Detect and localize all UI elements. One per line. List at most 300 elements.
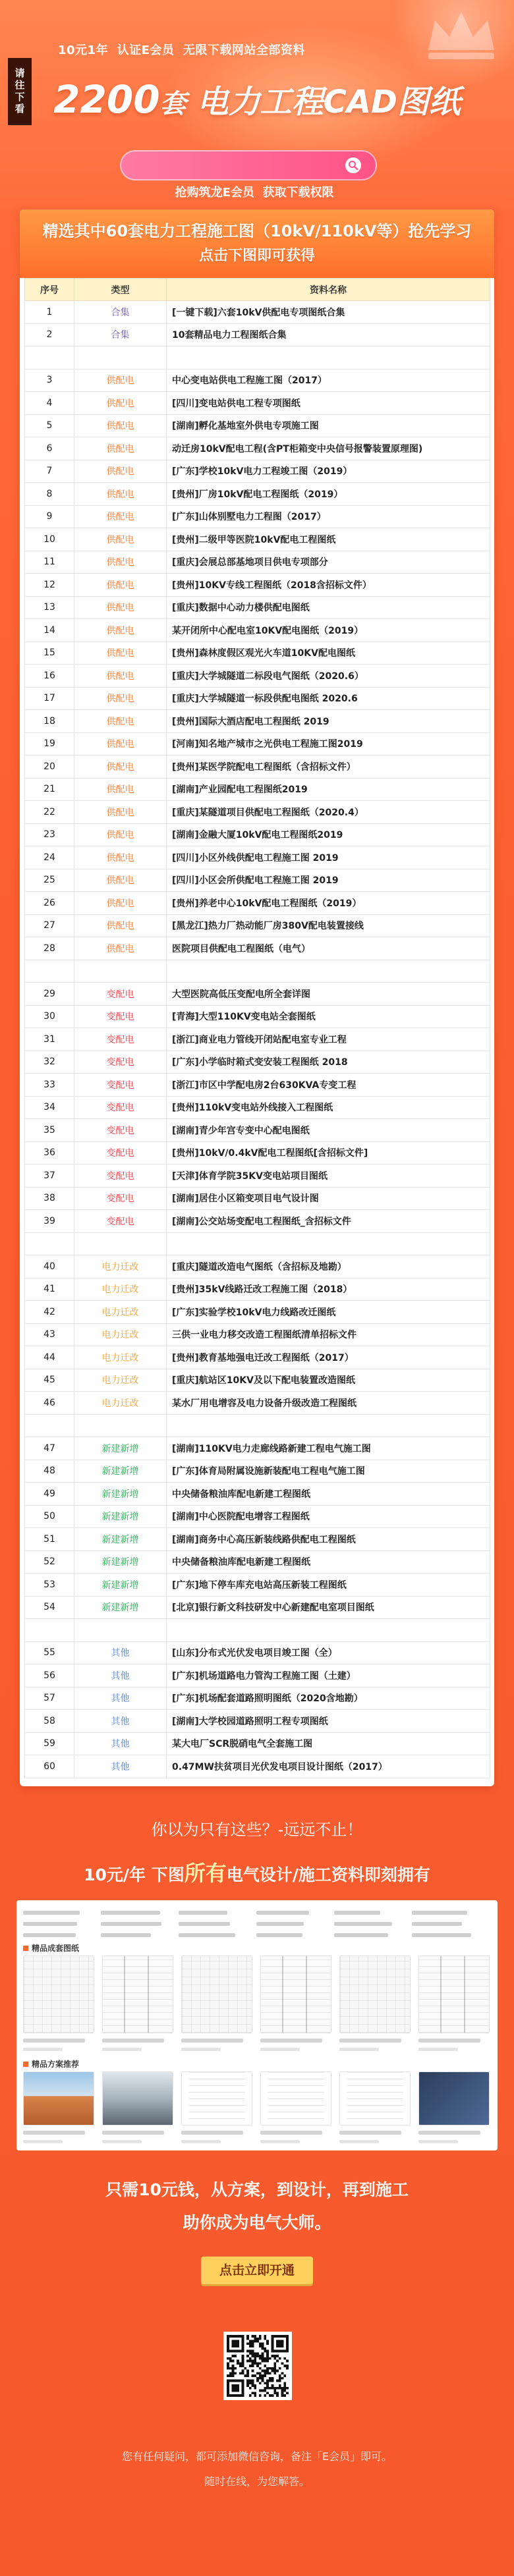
row-name-link[interactable]: [河南]知名地产城市之光供电工程施工图2019 xyxy=(167,732,490,755)
crown-icon xyxy=(422,4,501,63)
row-number-cell: 16 xyxy=(25,665,74,688)
row-number-cell: 46 xyxy=(25,1392,74,1415)
card-heading: 精选其中60套电力工程施工图（10kV/110kV等）抢先学习 xyxy=(42,222,472,240)
spacer-cell xyxy=(167,960,490,983)
row-type-cell: 合集 xyxy=(74,301,167,324)
row-name-link[interactable]: [湖南]商务中心高压新装线路供配电工程图纸 xyxy=(167,1528,490,1551)
row-type-cell: 其他 xyxy=(74,1687,167,1710)
row-number-cell: 35 xyxy=(25,1119,74,1142)
table-row[interactable] xyxy=(25,301,490,324)
row-name-link[interactable]: 某开闭所中心配电室10KV配电图纸（2019） xyxy=(167,619,490,642)
category-link-placeholder[interactable] xyxy=(179,1907,256,1918)
row-number-cell: 59 xyxy=(25,1732,74,1755)
table-row[interactable] xyxy=(25,1187,490,1210)
row-name-link[interactable]: 大型医院高低压变配电所全套详图 xyxy=(167,983,490,1006)
row-name-link[interactable]: 医院项目供配电工程图纸（电气） xyxy=(167,937,490,960)
table-row[interactable] xyxy=(25,1641,490,1664)
thumbnail-image[interactable] xyxy=(339,1956,411,2033)
table-row[interactable] xyxy=(25,1732,490,1755)
row-type-cell: 其他 xyxy=(74,1755,167,1778)
row-name-link[interactable]: [广东]小学临时箱式变安装工程图纸 2018 xyxy=(167,1051,490,1074)
spacer-cell xyxy=(167,346,490,370)
row-name-link[interactable]: [重庆]某隧道项目供配电工程图纸（2020.4） xyxy=(167,801,490,824)
row-name-link[interactable]: [广东]体育局附属设施新装配电工程电气施工图 xyxy=(167,1460,490,1483)
table-row[interactable] xyxy=(25,1005,490,1028)
row-type-cell: 电力迁改 xyxy=(74,1255,167,1278)
row-number-cell: 36 xyxy=(25,1141,74,1165)
table-row[interactable] xyxy=(25,483,490,506)
row-name-link[interactable]: [湖南]产业园配电工程图纸2019 xyxy=(167,778,490,801)
row-name-link[interactable]: [重庆]大学城隧道一标段供配电图纸 2020.6 xyxy=(167,687,490,710)
table-row[interactable] xyxy=(25,1710,490,1733)
thumbnail-caption-placeholder[interactable] xyxy=(339,2131,411,2143)
table-row[interactable] xyxy=(25,392,490,415)
buy-membership-button[interactable] xyxy=(120,150,377,200)
thumbnail-caption-placeholder[interactable] xyxy=(181,2039,252,2051)
offer-emphasis: 所有 xyxy=(184,1861,227,1886)
row-name-link[interactable]: [贵州]养老中心10kV配电工程图纸（2019） xyxy=(167,892,490,915)
category-link-placeholder[interactable] xyxy=(412,1918,490,1929)
row-name-link[interactable]: [广东]山体别墅电力工程图（2017） xyxy=(167,505,490,528)
thumbnail-caption-placeholder[interactable] xyxy=(418,2131,490,2143)
thumbnail-image[interactable] xyxy=(102,2071,173,2125)
section-title-text: 精品方案推荐 xyxy=(32,2060,80,2069)
table-row[interactable] xyxy=(25,755,490,779)
row-name-link[interactable]: [浙江]商业电力管线开闭站配电室专业工程 xyxy=(167,1028,490,1051)
row-number-cell: 28 xyxy=(25,937,74,960)
thumbnail-caption-placeholder[interactable] xyxy=(339,2039,411,2051)
section-title-plans xyxy=(23,2058,79,2069)
qr-pattern xyxy=(227,2335,289,2397)
thumbnail-image[interactable] xyxy=(418,1956,490,2033)
row-number-cell: 24 xyxy=(25,846,74,869)
row-number-cell: 12 xyxy=(25,574,74,597)
row-name-link[interactable]: [贵州]国际大酒店配电工程图纸 2019 xyxy=(167,710,490,733)
drawing-list-card xyxy=(20,209,494,1786)
row-name-link[interactable]: [重庆]大学城隧道二标段电气图纸（2020.6） xyxy=(167,665,490,688)
spacer-cell xyxy=(74,960,167,983)
row-type-cell: 供配电 xyxy=(74,687,167,710)
row-number-cell: 21 xyxy=(25,778,74,801)
table-row[interactable] xyxy=(25,732,490,755)
row-number-cell: 47 xyxy=(25,1437,74,1460)
qr-code-image xyxy=(227,2335,289,2397)
row-name-link[interactable]: [湖南]孵化基地室外供电专项施工图 xyxy=(167,414,490,437)
row-name-link[interactable]: [重庆]数据中心动力楼供配电图纸 xyxy=(167,596,490,619)
category-link-placeholder[interactable] xyxy=(334,1918,412,1929)
row-type-cell: 新建新增 xyxy=(74,1574,167,1597)
table-row[interactable] xyxy=(25,1687,490,1710)
row-type-cell: 变配电 xyxy=(74,1165,167,1188)
row-number-cell: 10 xyxy=(25,528,74,551)
row-type-cell: 供配电 xyxy=(74,665,167,688)
table-row[interactable] xyxy=(25,1574,490,1597)
row-number-cell: 45 xyxy=(25,1369,74,1392)
table-row[interactable] xyxy=(25,846,490,869)
table-row[interactable] xyxy=(25,574,490,597)
category-link-placeholder[interactable] xyxy=(334,1929,412,1940)
table-row[interactable] xyxy=(25,1119,490,1142)
table-row[interactable] xyxy=(25,619,490,642)
row-number-cell: 2 xyxy=(25,323,74,346)
row-name-link[interactable]: 某大电厂SCR脱硝电气全套施工图 xyxy=(167,1732,490,1755)
thumbnail-image[interactable] xyxy=(102,1956,173,2033)
table-spacer-row xyxy=(25,346,490,370)
row-type-cell: 供配电 xyxy=(74,574,167,597)
category-link-placeholder[interactable] xyxy=(23,1918,101,1929)
row-type-cell: 变配电 xyxy=(74,1051,167,1074)
category-row xyxy=(23,1918,491,1929)
row-type-cell: 供配电 xyxy=(74,801,167,824)
row-number-cell: 26 xyxy=(25,892,74,915)
closing-line-2: 助你成为电气大师。 xyxy=(183,2213,331,2232)
row-name-link[interactable]: [贵州]二级甲等医院10kV配电工程图纸 xyxy=(167,528,490,551)
table-spacer-row xyxy=(25,1619,490,1642)
row-number-cell: 52 xyxy=(25,1550,74,1574)
row-number-cell: 29 xyxy=(25,983,74,1006)
table-row[interactable] xyxy=(25,323,490,346)
row-type-cell: 其他 xyxy=(74,1710,167,1733)
spacer-cell xyxy=(74,1232,167,1255)
card-subheading: 点击下图即可获得 xyxy=(198,248,315,264)
spacer-cell xyxy=(74,346,167,370)
row-number-cell: 58 xyxy=(25,1710,74,1733)
table-row[interactable] xyxy=(25,1210,490,1233)
row-name-link[interactable]: [贵州]10KV专线工程图纸（2018含招标文件） xyxy=(167,574,490,597)
table-row[interactable] xyxy=(25,1505,490,1528)
row-number-cell: 41 xyxy=(25,1278,74,1301)
row-name-link[interactable]: [广东]机场配套道路照明图纸（2020含地勘） xyxy=(167,1687,490,1710)
row-number-cell: 15 xyxy=(25,642,74,665)
row-name-link[interactable]: 某水厂用电增容及电力设备升级改造工程图纸 xyxy=(167,1392,490,1415)
row-type-cell: 新建新增 xyxy=(74,1505,167,1528)
row-type-cell: 合集 xyxy=(74,323,167,346)
row-type-cell: 供配电 xyxy=(74,892,167,915)
table-row[interactable] xyxy=(25,1074,490,1097)
row-name-link[interactable]: [湖南]公交站场变配电工程图纸_含招标文件 xyxy=(167,1210,490,1233)
thumbnail-image[interactable] xyxy=(23,1956,94,2033)
thumbnail-caption-row xyxy=(23,2131,490,2143)
thumbnail-caption-placeholder[interactable] xyxy=(260,2039,331,2051)
row-number-cell: 31 xyxy=(25,1028,74,1051)
row-type-cell: 变配电 xyxy=(74,1141,167,1165)
row-type-cell: 变配电 xyxy=(74,1210,167,1233)
closing-line-1: 只需10元钱，从方案，到设计，再到施工 xyxy=(105,2180,409,2199)
row-name-link[interactable]: 动迁房10kV配电工程(含PT柜箱变中央信号报警装置原理图) xyxy=(167,437,490,460)
row-type-cell: 其他 xyxy=(74,1732,167,1755)
search-icon xyxy=(345,157,361,173)
table-row[interactable] xyxy=(25,1550,490,1574)
row-name-link[interactable]: 0.47MW扶贫项目光伏发电项目设计图纸（2017） xyxy=(167,1755,490,1778)
table-row[interactable] xyxy=(25,1051,490,1074)
table-row[interactable] xyxy=(25,1528,490,1551)
row-number-cell: 38 xyxy=(25,1187,74,1210)
row-name-link[interactable]: [黑龙江]热力厂热动能厂房380V配电装置接线 xyxy=(167,914,490,937)
row-number-cell: 4 xyxy=(25,392,74,415)
row-number-cell: 25 xyxy=(25,869,74,892)
row-number-cell: 22 xyxy=(25,801,74,824)
thumbnail-caption-placeholder[interactable] xyxy=(102,2039,173,2051)
row-number-cell: 30 xyxy=(25,1005,74,1028)
row-name-link[interactable]: [四川]变电站供电工程专项图纸 xyxy=(167,392,490,415)
row-type-cell: 新建新增 xyxy=(74,1550,167,1574)
row-number-cell: 8 xyxy=(25,483,74,506)
row-number-cell: 9 xyxy=(25,505,74,528)
category-link-placeholder[interactable] xyxy=(256,1929,334,1940)
row-type-cell: 变配电 xyxy=(74,1074,167,1097)
table-row[interactable] xyxy=(25,801,490,824)
category-link-placeholder[interactable] xyxy=(23,1929,101,1940)
table-row[interactable] xyxy=(25,710,490,733)
table-row[interactable] xyxy=(25,1664,490,1687)
row-number-cell: 33 xyxy=(25,1074,74,1097)
help-text-2: 随时在线，为您解答。 xyxy=(204,2475,310,2488)
row-name-link[interactable]: [重庆]会展总部基地项目供电专项部分 xyxy=(167,551,490,574)
banner-tagline: 10元1年 认证E会员 无限下载网站全部资料 xyxy=(58,43,305,57)
row-number-cell: 39 xyxy=(25,1210,74,1233)
offer-text xyxy=(0,1857,514,1891)
row-name-link[interactable]: [贵州]森林度假区观光火车道10KV配电图纸 xyxy=(167,642,490,665)
row-type-cell: 新建新增 xyxy=(74,1437,167,1460)
table-row[interactable] xyxy=(25,1460,490,1483)
resource-preview-screenshot[interactable] xyxy=(16,1900,498,2151)
thumbnail-image[interactable] xyxy=(181,1956,252,2033)
row-name-link[interactable]: [湖南]金融大厦10kV配电工程图纸2019 xyxy=(167,823,490,846)
table-row[interactable] xyxy=(25,983,490,1006)
qr-code[interactable] xyxy=(223,2332,292,2400)
table-row[interactable] xyxy=(25,460,490,483)
thumbnail-image[interactable] xyxy=(418,2071,490,2125)
table-row[interactable] xyxy=(25,1028,490,1051)
row-name-link[interactable]: [贵州]10kV/0.4kV配电工程图纸[含招标文件] xyxy=(167,1141,490,1165)
table-row[interactable] xyxy=(25,892,490,915)
table-row[interactable] xyxy=(25,528,490,551)
spacer-cell xyxy=(167,1414,490,1437)
table-row[interactable] xyxy=(25,414,490,437)
table-row[interactable] xyxy=(25,437,490,460)
row-name-link[interactable]: [湖南]中心医院配电增容工程图纸 xyxy=(167,1505,490,1528)
thumbnail-image[interactable] xyxy=(260,1956,331,2033)
title-unit: 套 xyxy=(159,89,186,119)
row-name-link[interactable]: [湖南]大学校园道路照明工程专项图纸 xyxy=(167,1710,490,1733)
row-name-link[interactable]: [重庆]航站区10KV及以下配电装置改造图纸 xyxy=(167,1369,490,1392)
table-row[interactable] xyxy=(25,642,490,665)
table-row[interactable] xyxy=(25,778,490,801)
table-row[interactable] xyxy=(25,1346,490,1369)
row-name-link[interactable]: [重庆]隧道改造电气图纸（含招标及地勘） xyxy=(167,1255,490,1278)
row-number-cell: 19 xyxy=(25,732,74,755)
table-row[interactable] xyxy=(25,1483,490,1506)
category-link-placeholder[interactable] xyxy=(412,1907,490,1918)
row-name-link[interactable]: 中央储备粮油库配电新建工程图纸 xyxy=(167,1550,490,1574)
table-row[interactable] xyxy=(25,1255,490,1278)
table-row[interactable] xyxy=(25,1392,490,1415)
table-header-row xyxy=(25,279,490,301)
category-link-placeholder[interactable] xyxy=(256,1918,334,1929)
table-row[interactable] xyxy=(25,1301,490,1324)
row-number-cell: 23 xyxy=(25,823,74,846)
row-type-cell: 新建新增 xyxy=(74,1483,167,1506)
row-type-cell: 供配电 xyxy=(74,437,167,460)
row-name-link[interactable]: [贵州]110kV变电站外线接入工程图纸 xyxy=(167,1096,490,1119)
row-name-link[interactable]: [天津]体育学院35KV变电站项目图纸 xyxy=(167,1165,490,1188)
row-type-cell: 变配电 xyxy=(74,1187,167,1210)
row-type-cell: 供配电 xyxy=(74,551,167,574)
row-name-link[interactable]: [山东]分布式光伏发电项目竣工图（全） xyxy=(167,1641,490,1664)
category-link-placeholder[interactable] xyxy=(179,1918,256,1929)
category-link-placeholder[interactable] xyxy=(101,1929,179,1940)
row-type-cell: 电力迁改 xyxy=(74,1392,167,1415)
thumbnail-image[interactable] xyxy=(181,2071,252,2125)
spacer-cell xyxy=(167,1232,490,1255)
thumbnail-image[interactable] xyxy=(260,2071,331,2125)
row-name-link[interactable]: 中心变电站供电工程施工图（2017） xyxy=(167,369,490,392)
table-row[interactable] xyxy=(25,914,490,937)
row-number-cell: 1 xyxy=(25,301,74,324)
row-name-link[interactable]: [贵州]教育基地强电迁改工程图纸（2017） xyxy=(167,1346,490,1369)
table-spacer-row xyxy=(25,1414,490,1437)
thumbnail-image[interactable] xyxy=(339,2071,411,2125)
row-name-link[interactable]: [北京]银行新文科技研发中心新建配电室项目图纸 xyxy=(167,1596,490,1619)
row-name-link[interactable]: [湖南]居住小区箱变项目电气设计图 xyxy=(167,1187,490,1210)
banner-title xyxy=(0,76,514,122)
table-row[interactable] xyxy=(25,551,490,574)
row-type-cell: 供配电 xyxy=(74,619,167,642)
row-name-link[interactable]: 中央储备粮油库配电新建工程图纸 xyxy=(167,1483,490,1506)
column-header-type: 类型 xyxy=(74,279,167,301)
category-link-placeholder[interactable] xyxy=(412,1929,490,1940)
table-body xyxy=(25,301,490,1778)
row-type-cell: 供配电 xyxy=(74,596,167,619)
row-number-cell: 6 xyxy=(25,437,74,460)
row-number-cell: 11 xyxy=(25,551,74,574)
open-membership-button[interactable]: 点击立即开通 xyxy=(201,2257,313,2284)
row-type-cell: 供配电 xyxy=(74,528,167,551)
row-name-link[interactable]: [贵州]某医学院配电工程图纸（含招标文件） xyxy=(167,755,490,779)
row-type-cell: 电力迁改 xyxy=(74,1346,167,1369)
table-spacer-row xyxy=(25,1232,490,1255)
thumbnail-caption-placeholder[interactable] xyxy=(418,2039,490,2051)
row-type-cell: 电力迁改 xyxy=(74,1369,167,1392)
table-row[interactable] xyxy=(25,1165,490,1188)
scroll-down-tab: 请往下看 xyxy=(8,58,32,125)
table-row[interactable] xyxy=(25,1096,490,1119)
category-grid xyxy=(23,1907,491,1940)
row-type-cell: 新建新增 xyxy=(74,1528,167,1551)
row-type-cell: 供配电 xyxy=(74,642,167,665)
row-type-cell: 供配电 xyxy=(74,369,167,392)
table-row[interactable] xyxy=(25,596,490,619)
row-name-link[interactable]: [湖南]青少年宫专变中心配电图纸 xyxy=(167,1119,490,1142)
row-type-cell: 供配电 xyxy=(74,937,167,960)
spacer-cell xyxy=(25,960,74,983)
table-row[interactable] xyxy=(25,505,490,528)
row-name-link[interactable]: [广东]机场道路电力管沟工程施工图（土建） xyxy=(167,1664,490,1687)
table-row[interactable] xyxy=(25,869,490,892)
category-link-placeholder[interactable] xyxy=(101,1907,179,1918)
thumbnail-caption-placeholder[interactable] xyxy=(181,2131,252,2143)
row-name-link[interactable]: [湖南]110KV电力走廊线路新建工程电气施工图 xyxy=(167,1437,490,1460)
row-type-cell: 供配电 xyxy=(74,846,167,869)
row-name-link[interactable]: [广东]学校10kV电力工程竣工图（2019） xyxy=(167,460,490,483)
table-row[interactable] xyxy=(25,369,490,392)
row-name-link[interactable]: [四川]小区会所供配电工程施工图 2019 xyxy=(167,869,490,892)
row-type-cell: 新建新增 xyxy=(74,1460,167,1483)
row-number-cell: 48 xyxy=(25,1460,74,1483)
row-type-cell: 供配电 xyxy=(74,483,167,506)
row-name-link[interactable]: [一键下载]六套10kV供配电专项图纸合集 xyxy=(167,301,490,324)
row-name-link[interactable]: [贵州]厂房10kV配电工程图纸（2019） xyxy=(167,483,490,506)
row-name-link[interactable]: [广东]地下停车库充电站高压新装工程图纸 xyxy=(167,1574,490,1597)
row-number-cell: 49 xyxy=(25,1483,74,1506)
table-row[interactable] xyxy=(25,1278,490,1301)
spacer-cell xyxy=(167,1619,490,1642)
row-type-cell: 变配电 xyxy=(74,983,167,1006)
table-row[interactable] xyxy=(25,1141,490,1165)
table-row[interactable] xyxy=(25,665,490,688)
row-name-link[interactable]: [广东]实验学校10kV电力线路改迁图纸 xyxy=(167,1301,490,1324)
table-row[interactable] xyxy=(25,1323,490,1346)
row-name-link[interactable]: [浙江]市区中学配电房2台630KVA专变工程 xyxy=(167,1074,490,1097)
category-link-placeholder[interactable] xyxy=(334,1907,412,1918)
column-header-number: 序号 xyxy=(25,279,74,301)
category-link-placeholder[interactable] xyxy=(23,1907,101,1918)
spacer-cell xyxy=(25,1232,74,1255)
drawing-table xyxy=(24,278,490,1778)
row-number-cell: 32 xyxy=(25,1051,74,1074)
row-number-cell: 42 xyxy=(25,1301,74,1324)
table-row[interactable] xyxy=(25,687,490,710)
row-type-cell: 供配电 xyxy=(74,755,167,779)
thumbnail-caption-placeholder[interactable] xyxy=(23,2131,94,2143)
row-name-link[interactable]: [青海]大型110KV变电站全套图纸 xyxy=(167,1005,490,1028)
thumbnail-caption-placeholder[interactable] xyxy=(260,2131,331,2143)
column-header-name: 资料名称 xyxy=(167,279,490,301)
row-number-cell: 13 xyxy=(25,596,74,619)
thumbnail-image[interactable] xyxy=(23,2071,94,2125)
table-row[interactable] xyxy=(25,1755,490,1778)
thumbnail-caption-placeholder[interactable] xyxy=(23,2039,94,2051)
table-row[interactable] xyxy=(25,823,490,846)
row-type-cell: 电力迁改 xyxy=(74,1301,167,1324)
row-number-cell: 40 xyxy=(25,1255,74,1278)
row-name-link[interactable]: 三供一业电力移交改造工程图纸清单招标文件 xyxy=(167,1323,490,1346)
row-name-link[interactable]: [四川]小区外线供配电工程施工图 2019 xyxy=(167,846,490,869)
row-number-cell: 60 xyxy=(25,1755,74,1778)
row-number-cell: 56 xyxy=(25,1664,74,1687)
row-name-link[interactable]: [贵州]35kV线路迁改工程施工图（2018） xyxy=(167,1278,490,1301)
table-row[interactable] xyxy=(25,1596,490,1619)
category-link-placeholder[interactable] xyxy=(256,1907,334,1918)
row-type-cell: 变配电 xyxy=(74,1005,167,1028)
title-text: 电力工程CAD图纸 xyxy=(196,84,461,121)
teaser-text: 你以为只有这些？-远远不止！ xyxy=(151,1821,363,1839)
row-number-cell: 43 xyxy=(25,1323,74,1346)
offer-suffix: 电气设计/施工资料即刻拥有 xyxy=(226,1865,430,1884)
table-row[interactable] xyxy=(25,1369,490,1392)
category-link-placeholder[interactable] xyxy=(101,1918,179,1929)
row-number-cell: 50 xyxy=(25,1505,74,1528)
category-link-placeholder[interactable] xyxy=(179,1929,256,1940)
card-header xyxy=(20,209,494,278)
table-row[interactable] xyxy=(25,1437,490,1460)
row-name-link[interactable]: 10套精品电力工程图纸合集 xyxy=(167,323,490,346)
thumbnail-caption-placeholder[interactable] xyxy=(102,2131,173,2143)
table-row[interactable] xyxy=(25,937,490,960)
row-number-cell: 27 xyxy=(25,914,74,937)
table-spacer-row xyxy=(25,960,490,983)
buy-membership-label: 抢购筑龙E会员 获取下载权限 xyxy=(175,186,334,200)
